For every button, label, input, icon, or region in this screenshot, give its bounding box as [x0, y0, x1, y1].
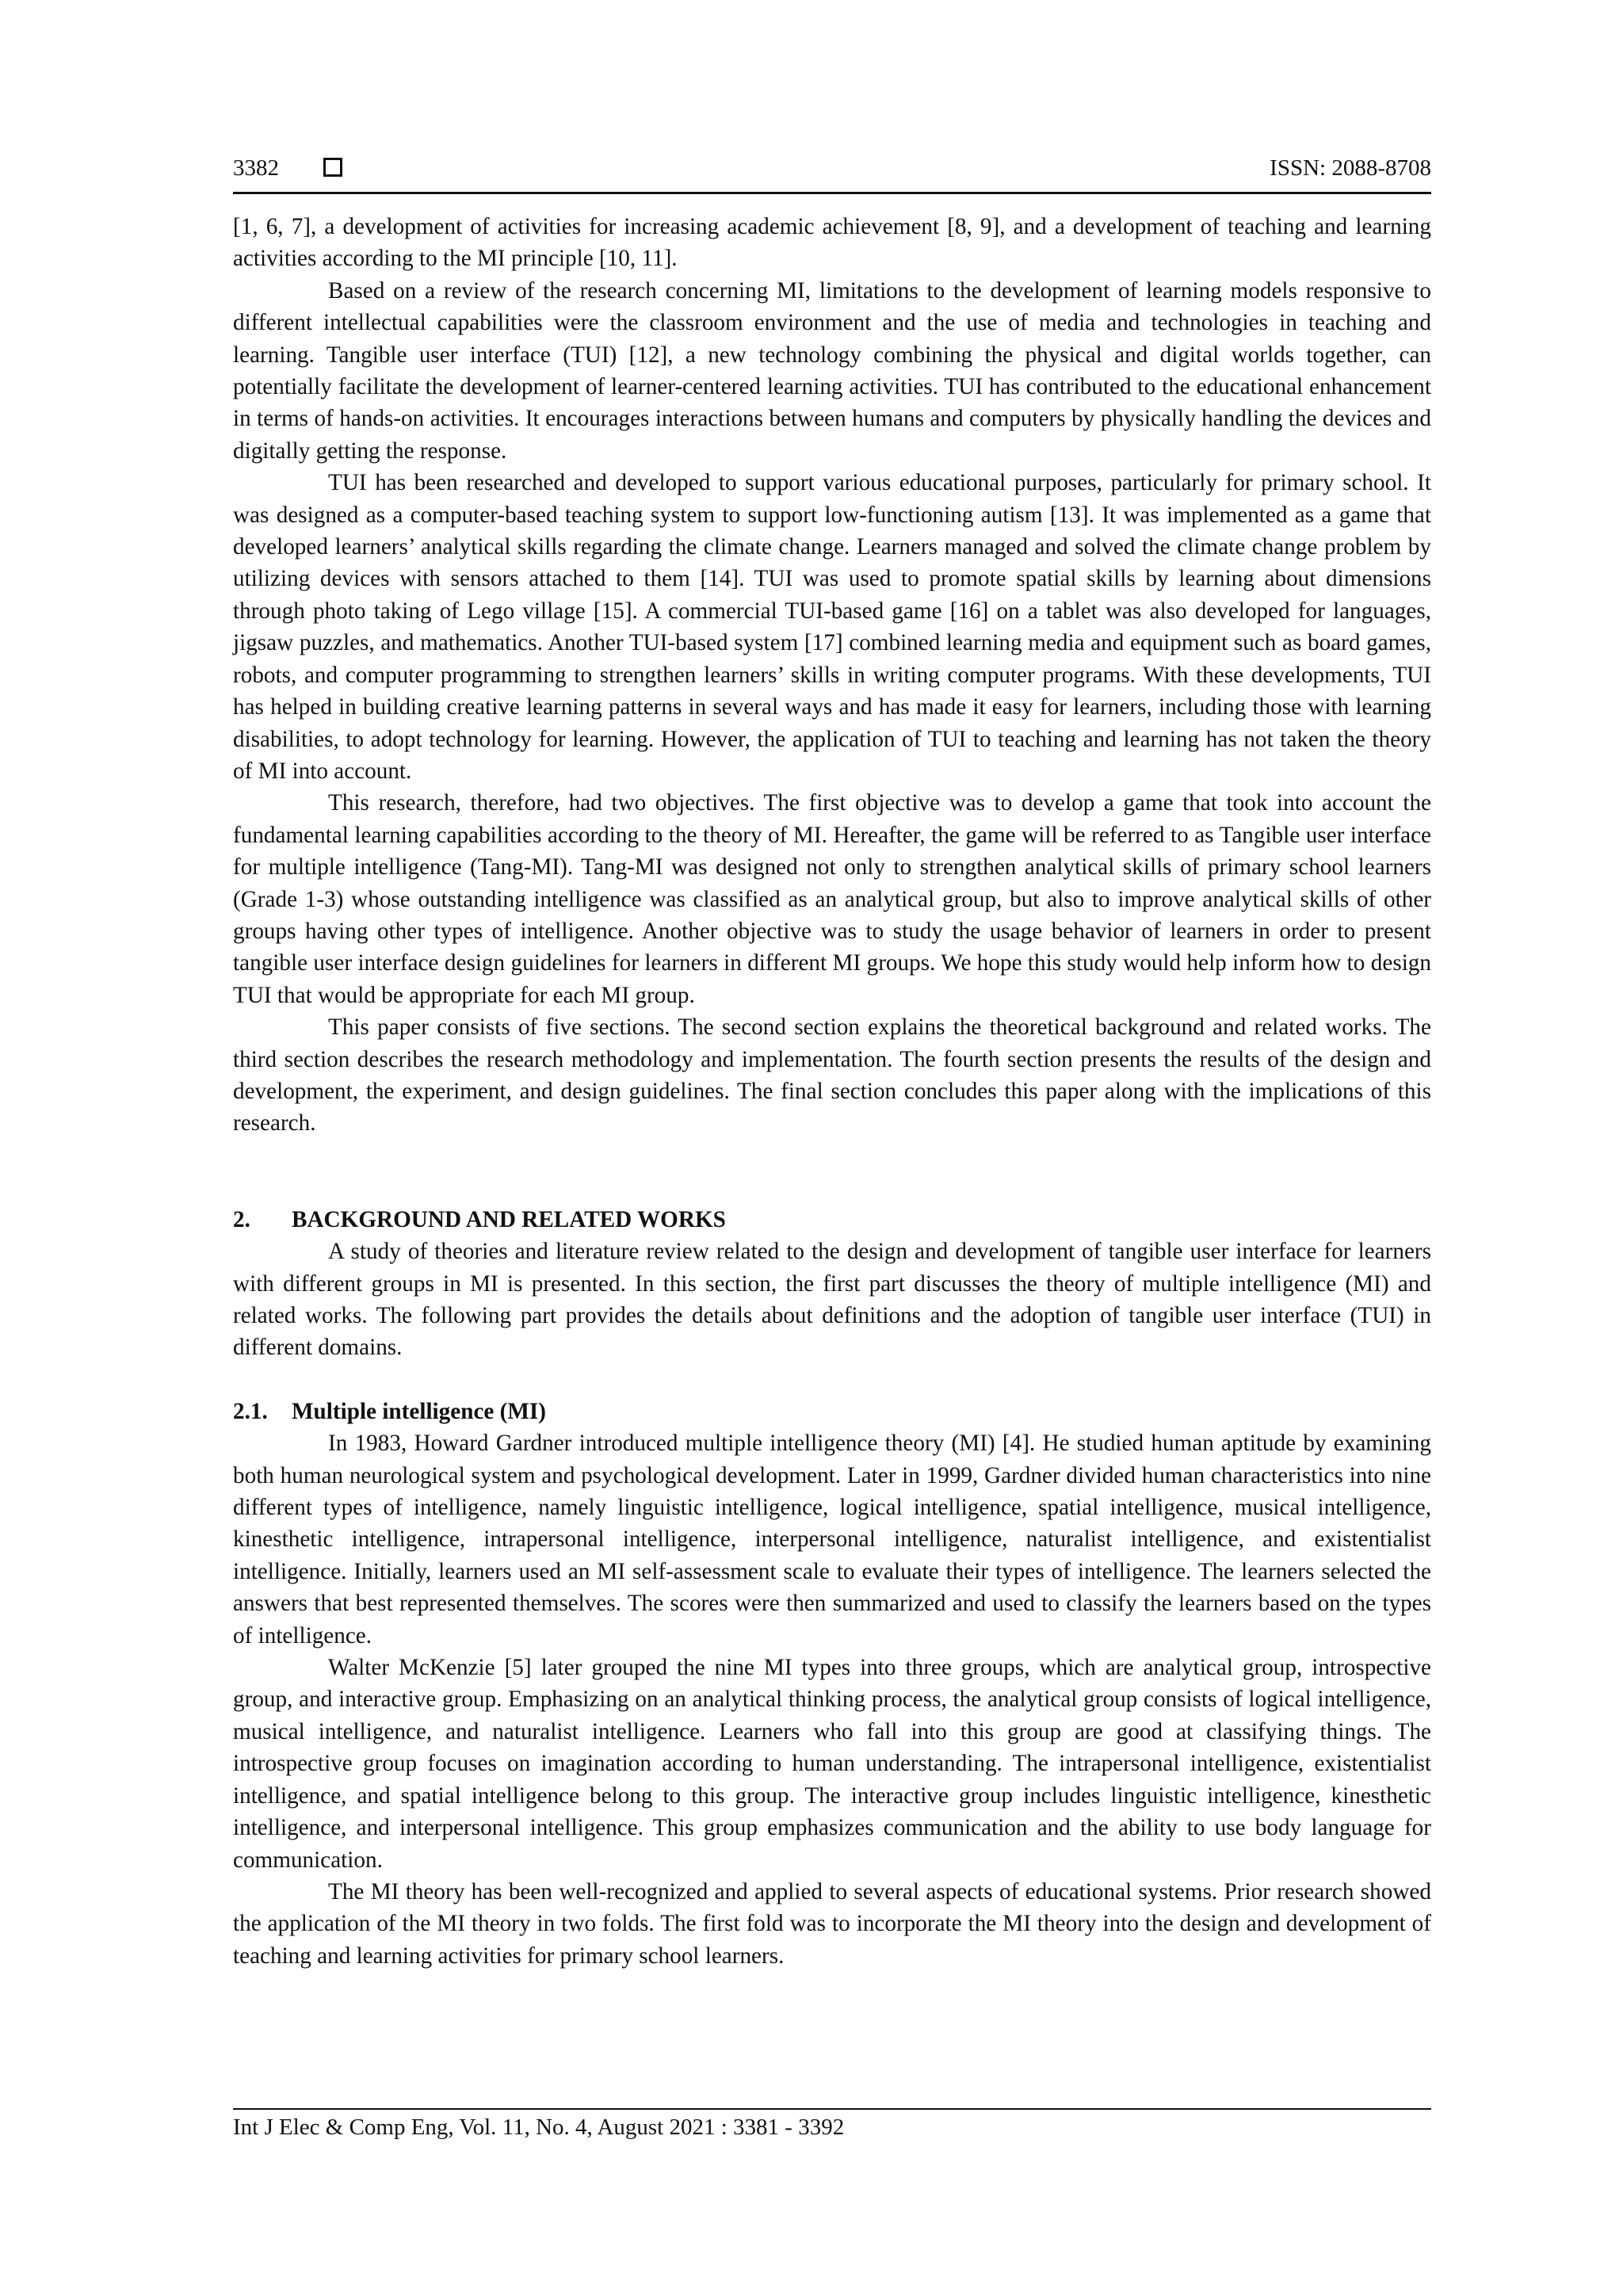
header-rule [233, 192, 1431, 194]
section-number: 2. [233, 1206, 250, 1232]
paragraph: TUI has been researched and developed to support various educational purposes, particularly for primary school. It was designed as a computer-based teaching system to support low-functioning autism [13]. It was implemented as a game that developed learners’ analytical skills regarding the climate change. Learners managed and solved the climate change problem by utilizing devices with sensors attached to them [14]. TUI was used to promote spatial skills by learning about dimensions through photo taking of Lego village [15]. A commercial TUI-based game [16] on a tablet was also developed for languages, jigsaw puzzles, and mathematics. Another TUI-based system [17] combined learning media and equipment such as board games, robots, and computer programming to strengthen learners’ skills in writing computer programs. With these developments, TUI has helped in building creative learning patterns in several ways and has made it easy for learners, including those with learning disabilities, to adopt technology for learning. However, the application of TUI to teaching and learning has not taken the theory of MI into account. [233, 470, 1431, 784]
checkbox-square-icon [323, 158, 342, 177]
issn-label: ISSN: 2088-8708 [1270, 155, 1431, 181]
paragraph: This research, therefore, had two objectives. The first objective was to develop a game that took into account the fundamental learning capabilities according to the theory of MI. Hereafter, the game will be referred to as Tangible user interface for multiple intelligence (Tang-MI). Tang-MI was designed not only to strengthen analytical skills of primary school learners (Grade 1-3) whose outstanding intelligence was classified as an analytical group, but also to improve analytical skills of other groups having other types of intelligence. Another objective was to study the usage behavior of learners in order to present tangible user interface design guidelines for learners in different MI groups. We hope this study would help inform how to design TUI that would be appropriate for each MI group. [233, 790, 1431, 1008]
paragraph: The MI theory has been well-recognized and applied to several aspects of educational systems. Prior research showed the application of the MI theory in two folds. The first fold was to incorporate the MI theory into the design and development of teaching and learning activities for primary school learners. [233, 1878, 1431, 1969]
paragraph: Based on a review of the research concerning MI, limitations to the development of learning models responsive to different intellectual capabilities were the classroom environment and the use of media and technologies in teaching and learning. Tangible user interface (TUI) [12], a new technology combining the physical and digital worlds together, can potentially facilitate the development of learner-centered learning activities. TUI has contributed to the educational enhancement in terms of hands-on activities. It encourages interactions between humans and computers by physically handling the devices and digitally getting the response. [233, 277, 1431, 464]
section-title: BACKGROUND AND RELATED WORKS [292, 1206, 726, 1232]
subsection-heading [233, 1396, 1431, 1427]
paragraph: A study of theories and literature review related to the design and development of tangible user interface for learners with different groups in MI is presented. In this section, the first part discusses the theory of multiple intelligence (MI) and related works. The following part provides the details about definitions and the adoption of tangible user interface (TUI) in different domains. [233, 1239, 1431, 1361]
paragraph: In 1983, Howard Gardner introduced multiple intelligence theory (MI) [4]. He studied human aptitude by examining both human neurological system and psychological development. Later in 1999, Gardner divided human characteristics into nine different types of intelligence, namely linguistic intelligence, logical intelligence, spatial intelligence, musical intelligence, kinesthetic intelligence, intrapersonal intelligence, interpersonal intelligence, naturalist intelligence, and existentialist intelligence. Initially, learners used an MI self-assessment scale to evaluate their types of intelligence. The learners selected the answers that best represented themselves. The scores were then summarized and used to classify the learners based on the types of intelligence. [233, 1431, 1431, 1648]
subsection-title: Multiple intelligence (MI) [292, 1398, 546, 1424]
page-header [233, 155, 1431, 192]
subsection-number: 2.1. [233, 1398, 268, 1424]
paragraph: Walter McKenzie [5] later grouped the nine MI types into three groups, which are analytical group, introspective group, and interactive group. Emphasizing on an analytical thinking process, the analytical group consists of logical intelligence, musical intelligence, and naturalist intelligence. Learners who fall into this group are good at classifying things. The introspective group focuses on imagination according to human understanding. The intrapersonal intelligence, existentialist intelligence, and spatial intelligence belong to this group. The interactive group includes linguistic intelligence, kinesthetic intelligence, and interpersonal intelligence. This group emphasizes communication and the ability to use body language for communication. [233, 1655, 1431, 1873]
paragraph: [1, 6, 7], a development of activities for increasing academic achievement [8, 9], and a development of teaching and learning activities according to the MI principle [10, 11]. [233, 214, 1431, 272]
section-heading [233, 1204, 1431, 1236]
paragraph: This paper consists of five sections. The second section explains the theoretical background and related works. The third section describes the research methodology and implementation. The fourth section presents the results of the design and development, the experiment, and design guidelines. The final section concludes this paper along with the implications of this research. [233, 1014, 1431, 1137]
body-text [233, 211, 1431, 1972]
footer-citation: Int J Elec & Comp Eng, Vol. 11, No. 4, August 2021 : 3381 - 3392 [233, 2115, 845, 2140]
page-number: 3382 [233, 155, 279, 181]
footer-rule [233, 2108, 1431, 2110]
